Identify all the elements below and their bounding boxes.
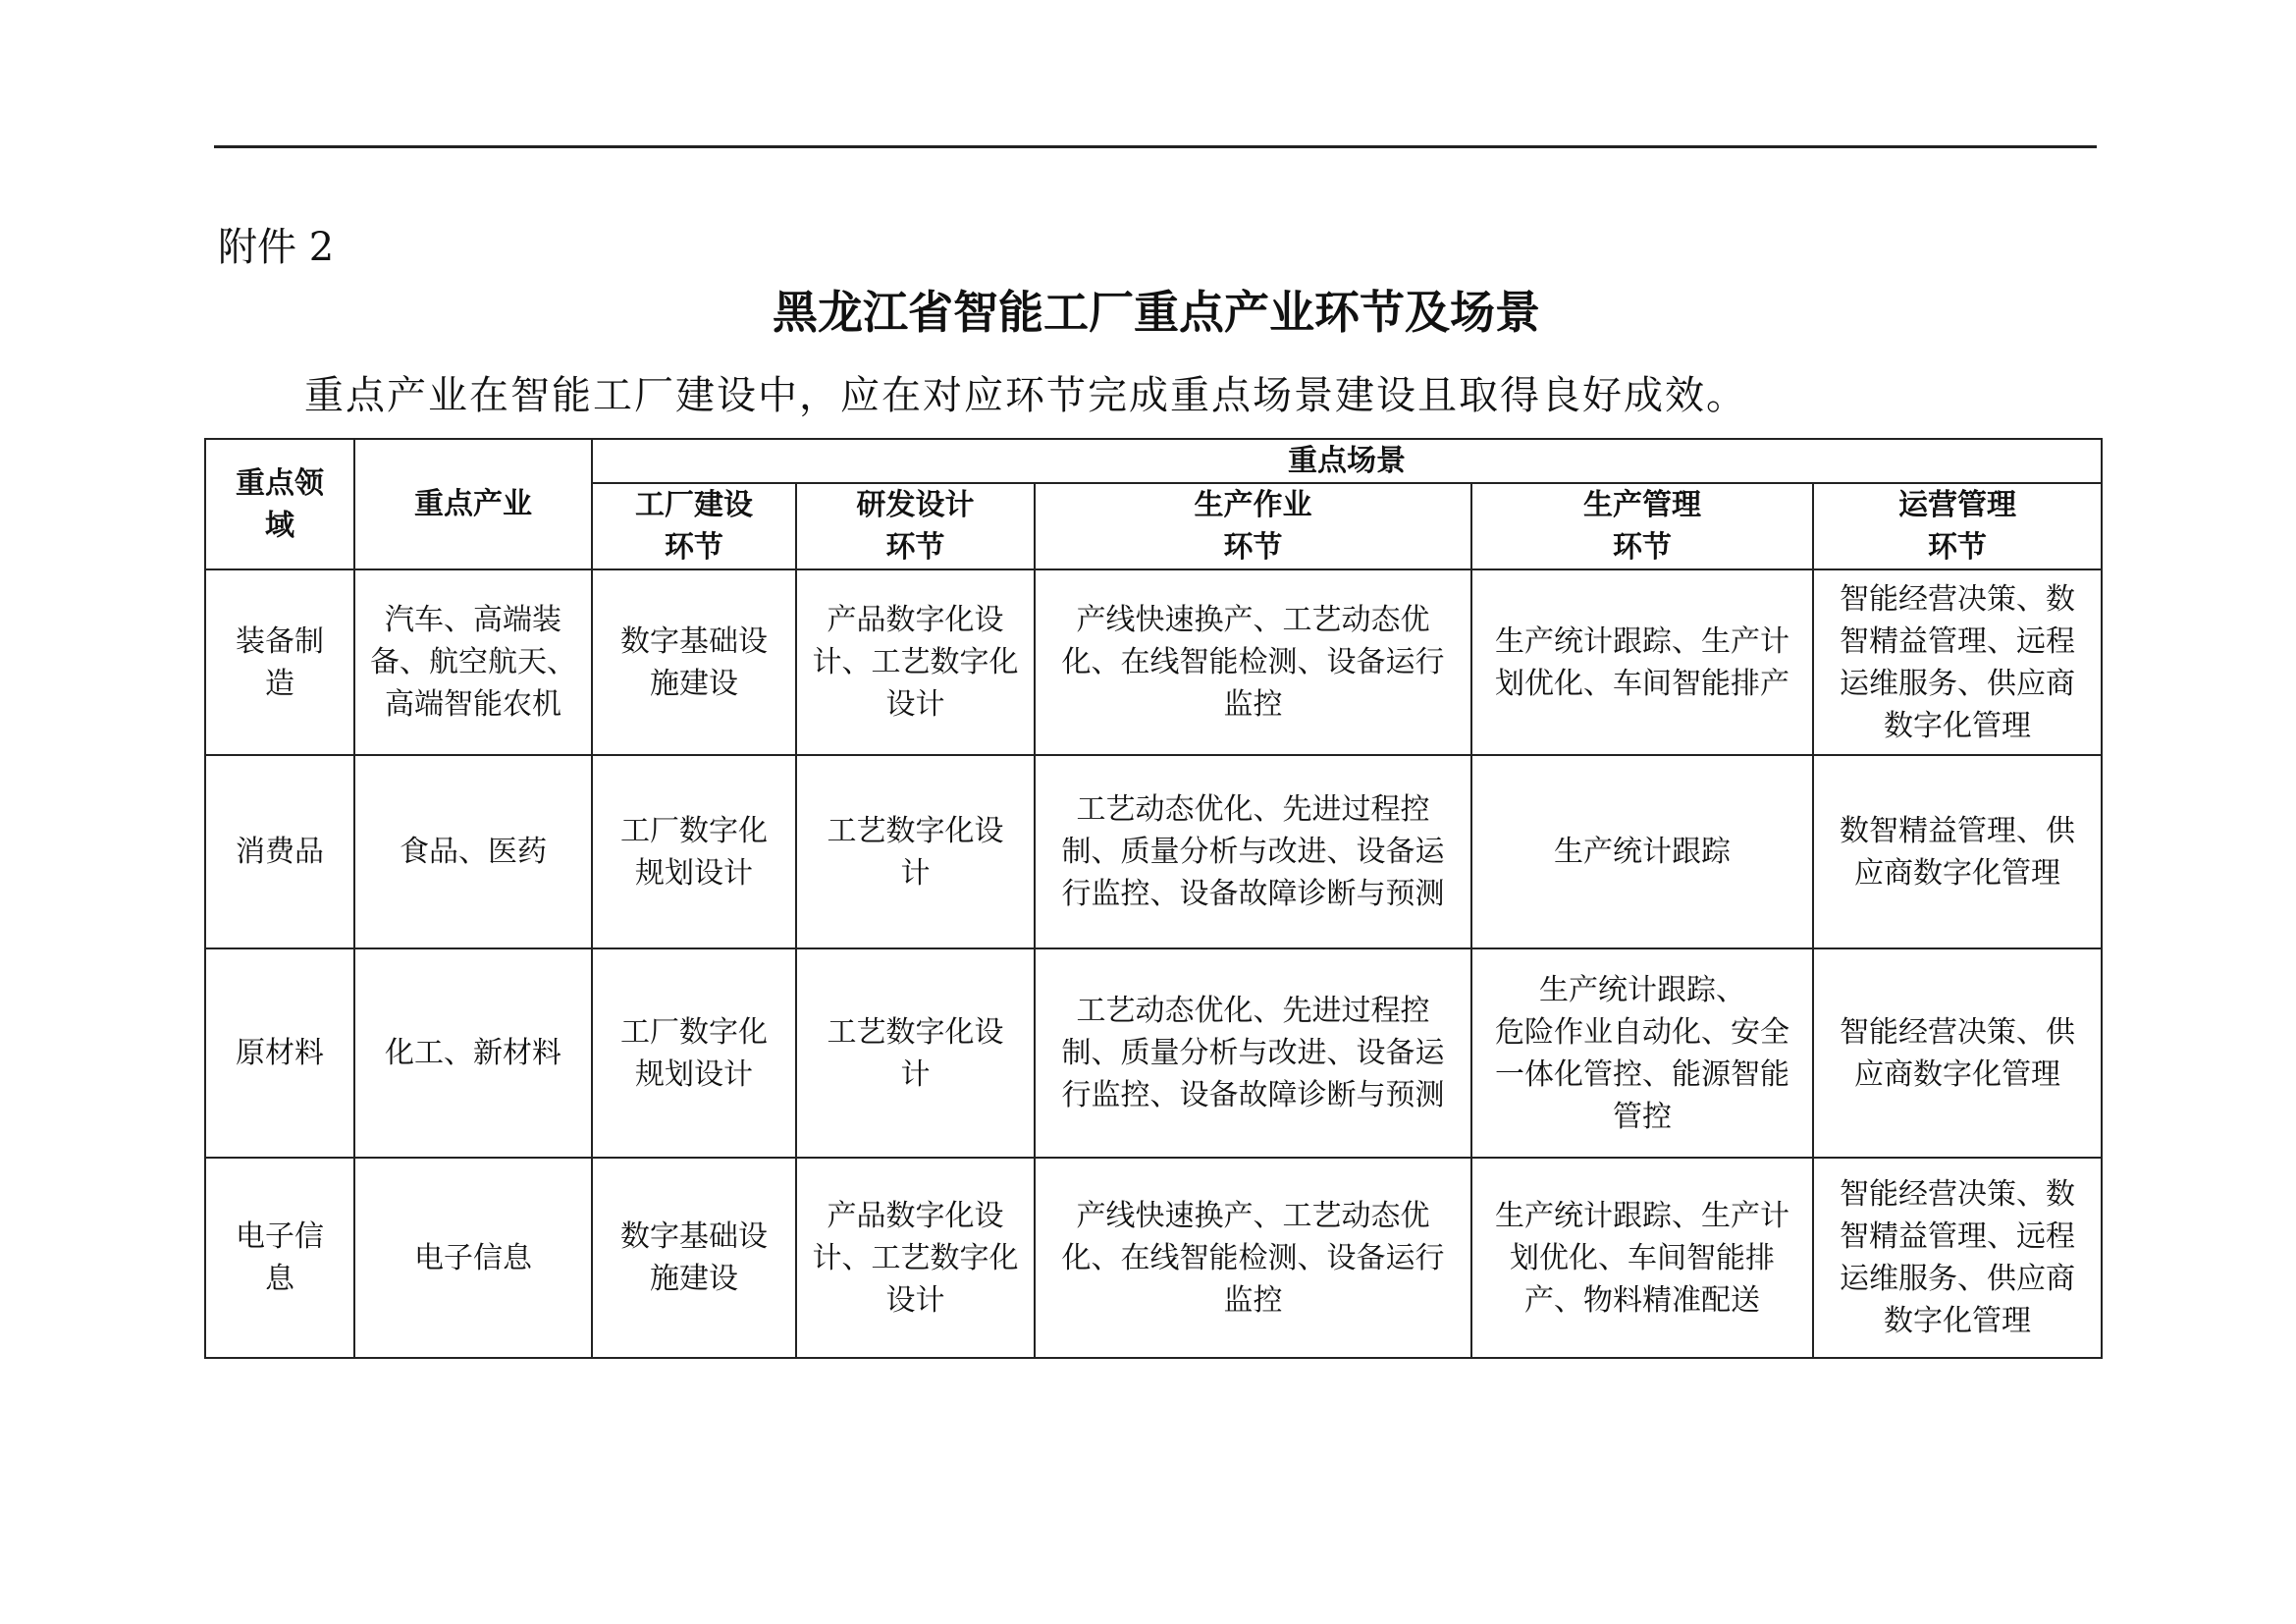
cell-operations: 智能经营决策、数 智精益管理、远程 运维服务、供应商 数字化管理: [1813, 569, 2102, 755]
cell-production: 产线快速换产、工艺动态优 化、在线智能检测、设备运行 监控: [1035, 569, 1471, 755]
cell-industry: 食品、医药: [354, 755, 592, 948]
header-field: 重点领 域: [205, 439, 354, 569]
intro-paragraph: 重点产业在智能工厂建设中，应在对应环节完成重点场景建设且取得良好成效。: [304, 373, 1747, 418]
cell-rnd: 工艺数字化设 计: [796, 948, 1035, 1158]
header-stage-production: 生产作业 环节: [1035, 483, 1471, 569]
cell-production: 工艺动态优化、先进过程控 制、质量分析与改进、设备运 行监控、设备故障诊断与预测: [1035, 755, 1471, 948]
cell-industry: 汽车、高端装 备、航空航天、 高端智能农机: [354, 569, 592, 755]
cell-factory: 数字基础设 施建设: [592, 569, 796, 755]
cell-industry: 化工、新材料: [354, 948, 592, 1158]
cell-rnd: 工艺数字化设 计: [796, 755, 1035, 948]
cell-factory: 工厂数字化 规划设计: [592, 948, 796, 1158]
industry-scenes-table: [204, 438, 2103, 1359]
cell-management: 生产统计跟踪、 危险作业自动化、安全 一体化管控、能源智能 管控: [1471, 948, 1813, 1158]
table-row: [205, 948, 2102, 1158]
cell-rnd: 产品数字化设 计、工艺数字化 设计: [796, 1158, 1035, 1358]
header-scenes: 重点场景: [592, 439, 2102, 483]
cell-field: 原材料: [205, 948, 354, 1158]
header-stage-rnd: 研发设计 环节: [796, 483, 1035, 569]
header-stage-operations: 运营管理 环节: [1813, 483, 2102, 569]
header-row: [205, 439, 2102, 483]
header-rule: [214, 145, 2097, 148]
header-industry: 重点产业: [354, 439, 592, 569]
cell-factory: 工厂数字化 规划设计: [592, 755, 796, 948]
table-row: [205, 1158, 2102, 1358]
cell-operations: 智能经营决策、供 应商数字化管理: [1813, 948, 2102, 1158]
cell-operations: 数智精益管理、供 应商数字化管理: [1813, 755, 2102, 948]
table-row: [205, 755, 2102, 948]
cell-field: 电子信 息: [205, 1158, 354, 1358]
document-title: 黑龙江省智能工厂重点产业环节及场景: [773, 286, 1540, 339]
attachment-label: 附件 2: [218, 225, 335, 270]
cell-rnd: 产品数字化设 计、工艺数字化 设计: [796, 569, 1035, 755]
table-row: [205, 569, 2102, 755]
header-stage-factory: 工厂建设 环节: [592, 483, 796, 569]
cell-production: 产线快速换产、工艺动态优 化、在线智能检测、设备运行 监控: [1035, 1158, 1471, 1358]
cell-factory: 数字基础设 施建设: [592, 1158, 796, 1358]
cell-industry: 电子信息: [354, 1158, 592, 1358]
cell-management: 生产统计跟踪、生产计 划优化、车间智能排产: [1471, 569, 1813, 755]
cell-management: 生产统计跟踪: [1471, 755, 1813, 948]
cell-production: 工艺动态优化、先进过程控 制、质量分析与改进、设备运 行监控、设备故障诊断与预测: [1035, 948, 1471, 1158]
cell-management: 生产统计跟踪、生产计 划优化、车间智能排 产、物料精准配送: [1471, 1158, 1813, 1358]
cell-operations: 智能经营决策、数 智精益管理、远程 运维服务、供应商 数字化管理: [1813, 1158, 2102, 1358]
cell-field: 装备制 造: [205, 569, 354, 755]
header-stage-management: 生产管理 环节: [1471, 483, 1813, 569]
cell-field: 消费品: [205, 755, 354, 948]
